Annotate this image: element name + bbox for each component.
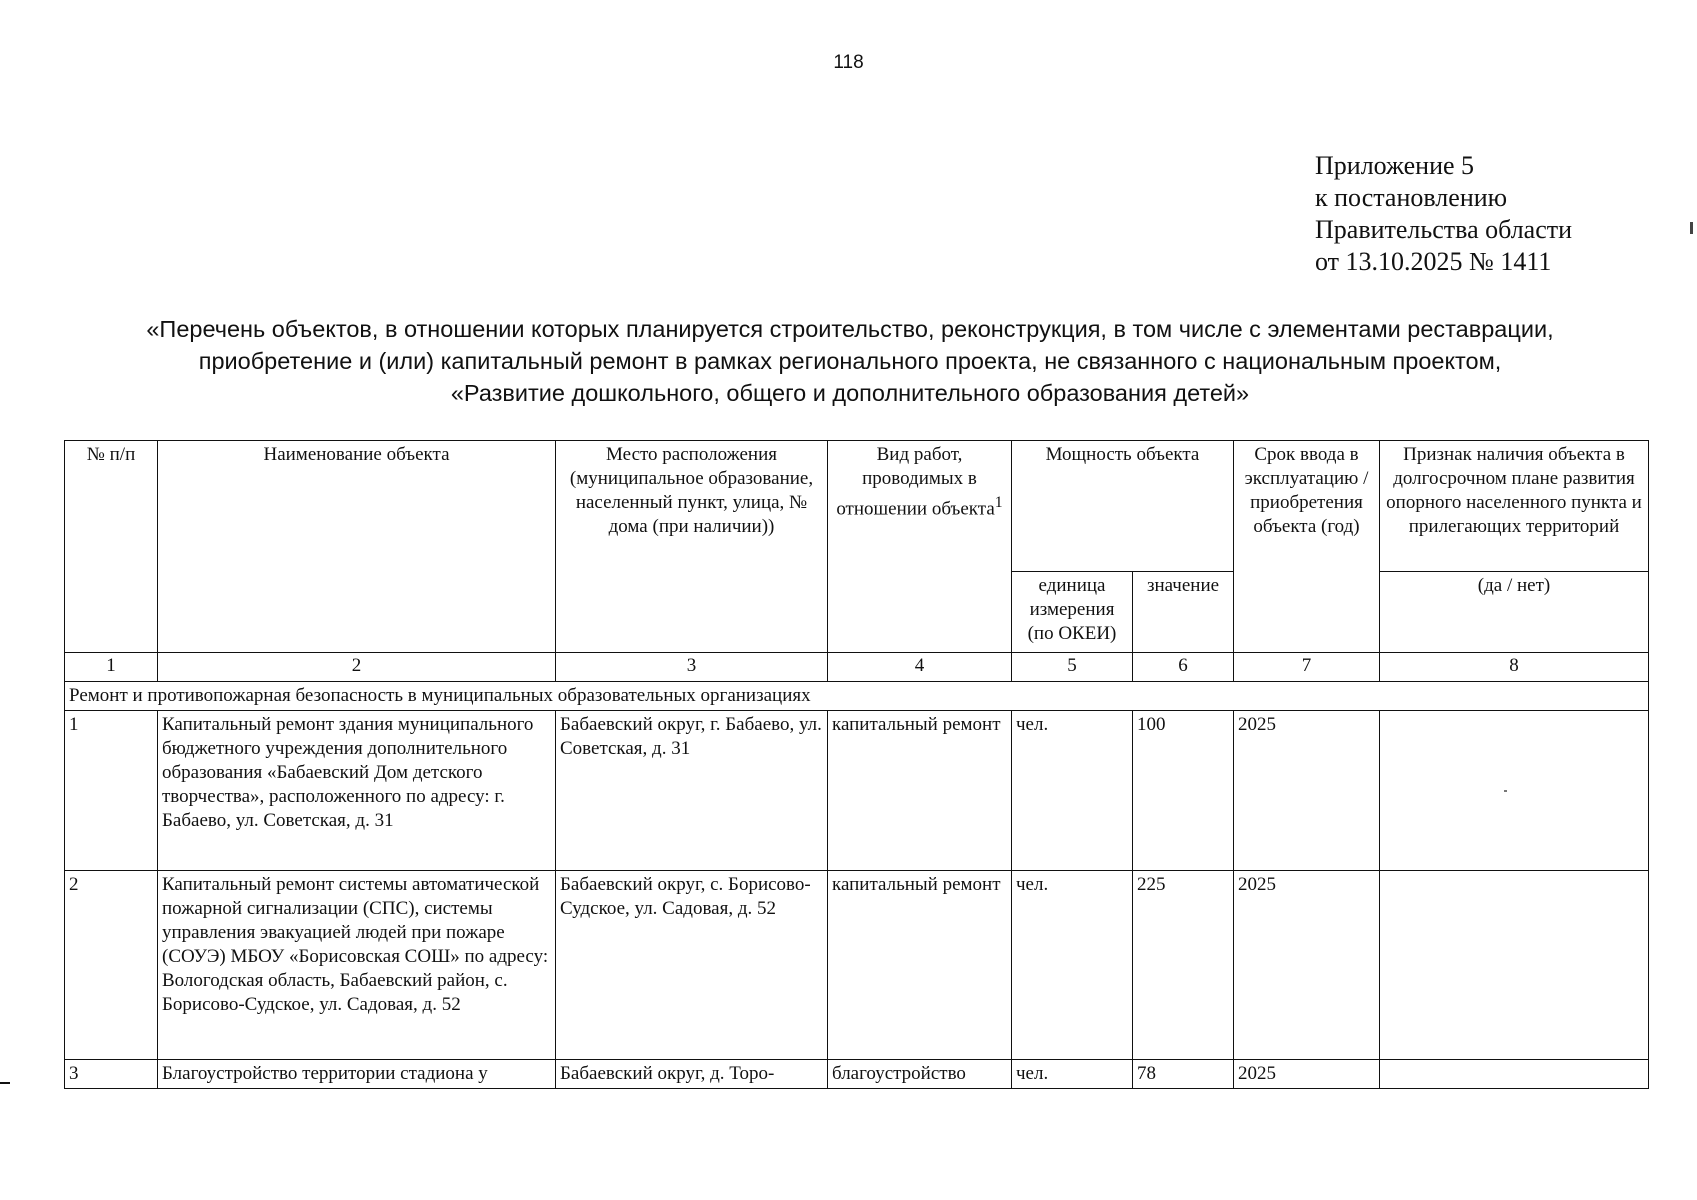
row-year: 2025 <box>1234 871 1380 1060</box>
row-flag <box>1380 1060 1649 1089</box>
row-flag <box>1380 711 1649 871</box>
section-row <box>65 682 1649 711</box>
header-col-work-type-text: Вид работ, проводимых в отношении объекта <box>836 444 995 520</box>
appendix-line: к постановлению <box>1315 183 1508 212</box>
row-unit: чел. <box>1012 871 1133 1060</box>
row-year: 2025 <box>1234 711 1380 871</box>
document-title <box>70 313 1630 409</box>
header-col-value: значение <box>1133 572 1234 653</box>
objects-table-wrapper <box>64 440 1648 1089</box>
appendix-line: Правительства области <box>1315 215 1573 244</box>
footnote-marker: 1 <box>994 494 1003 511</box>
table-header-row <box>65 441 1649 572</box>
appendix-line: Приложение 5 <box>1315 151 1475 180</box>
row-flag <box>1380 871 1649 1060</box>
row-unit: чел. <box>1012 1060 1133 1089</box>
objects-table <box>64 440 1649 1089</box>
header-col-capacity: Мощность объекта <box>1012 441 1234 572</box>
scan-dot <box>1504 790 1507 792</box>
row-unit: чел. <box>1012 711 1133 871</box>
row-num: 3 <box>65 1060 158 1089</box>
section-title: Ремонт и противопожарная безопасность в муниципальных образовательных организациях <box>65 682 1649 711</box>
header-col-location: Место расположения (муниципальное образование, населенный пункт, улица, № дома (при наличии)) <box>556 441 828 653</box>
column-number: 6 <box>1133 653 1234 682</box>
row-value: 225 <box>1133 871 1234 1060</box>
table-row <box>65 1060 1649 1089</box>
column-number: 3 <box>556 653 828 682</box>
header-col-work-type <box>828 441 1012 653</box>
column-number: 8 <box>1380 653 1649 682</box>
column-number: 2 <box>158 653 556 682</box>
row-name: Капитальный ремонт системы автоматической пожарной сигнализации (СПС), системы управления эвакуацией людей при пожаре (СОУЭ) МБОУ «Борисовская СОШ» по адресу: Вологодская область, Бабаевский район, с. Борисово-Судское, ул. Садовая, д. 52 <box>158 871 556 1060</box>
row-name: Благоустройство территории стадиона у <box>158 1060 556 1089</box>
header-col-num: № п/п <box>65 441 158 653</box>
header-col-name: Наименование объекта <box>158 441 556 653</box>
column-number: 5 <box>1012 653 1133 682</box>
row-value: 78 <box>1133 1060 1234 1089</box>
title-line: «Перечень объектов, в отношении которых планируется строительство, реконструкция, в том числе с элементами реставрации, <box>146 316 1554 342</box>
appendix-block <box>1315 150 1572 278</box>
appendix-line: от 13.10.2025 № 1411 <box>1315 247 1552 276</box>
scan-margin-mark <box>0 1082 10 1084</box>
column-number: 1 <box>65 653 158 682</box>
table-row <box>65 871 1649 1060</box>
title-line: приобретение и (или) капитальный ремонт в рамках регионального проекта, не связанного с национальным проектом, <box>198 348 1502 374</box>
title-line: «Развитие дошкольного, общего и дополнительного образования детей» <box>450 380 1250 406</box>
row-value: 100 <box>1133 711 1234 871</box>
row-name: Капитальный ремонт здания муниципального бюджетного учреждения дополнительного образования «Бабаевский Дом детского творчества», расположенного по адресу: г. Бабаево, ул. Советская, д. 31 <box>158 711 556 871</box>
column-number-row <box>65 653 1649 682</box>
header-col-year: Срок ввода в эксплуатацию / приобретения объекта (год) <box>1234 441 1380 653</box>
column-number: 7 <box>1234 653 1380 682</box>
row-location: Бабаевский округ, г. Бабаево, ул. Советская, д. 31 <box>556 711 828 871</box>
row-work-type: благоустройство <box>828 1060 1012 1089</box>
row-location: Бабаевский округ, д. Торо- <box>556 1060 828 1089</box>
column-number: 4 <box>828 653 1012 682</box>
row-work-type: капитальный ремонт <box>828 871 1012 1060</box>
row-num: 1 <box>65 711 158 871</box>
row-work-type: капитальный ремонт <box>828 711 1012 871</box>
header-col-flag-sub: (да / нет) <box>1380 572 1649 653</box>
row-num: 2 <box>65 871 158 1060</box>
header-col-flag: Признак наличия объекта в долгосрочном плане развития опорного населенного пункта и прилегающих территорий <box>1380 441 1649 572</box>
table-row <box>65 711 1649 871</box>
scan-edge-mark <box>1690 222 1693 234</box>
page-number: 118 <box>833 52 864 73</box>
header-col-unit: единица измерения (по ОКЕИ) <box>1012 572 1133 653</box>
row-location: Бабаевский округ, с. Борисово-Судское, ул. Садовая, д. 52 <box>556 871 828 1060</box>
row-year: 2025 <box>1234 1060 1380 1089</box>
